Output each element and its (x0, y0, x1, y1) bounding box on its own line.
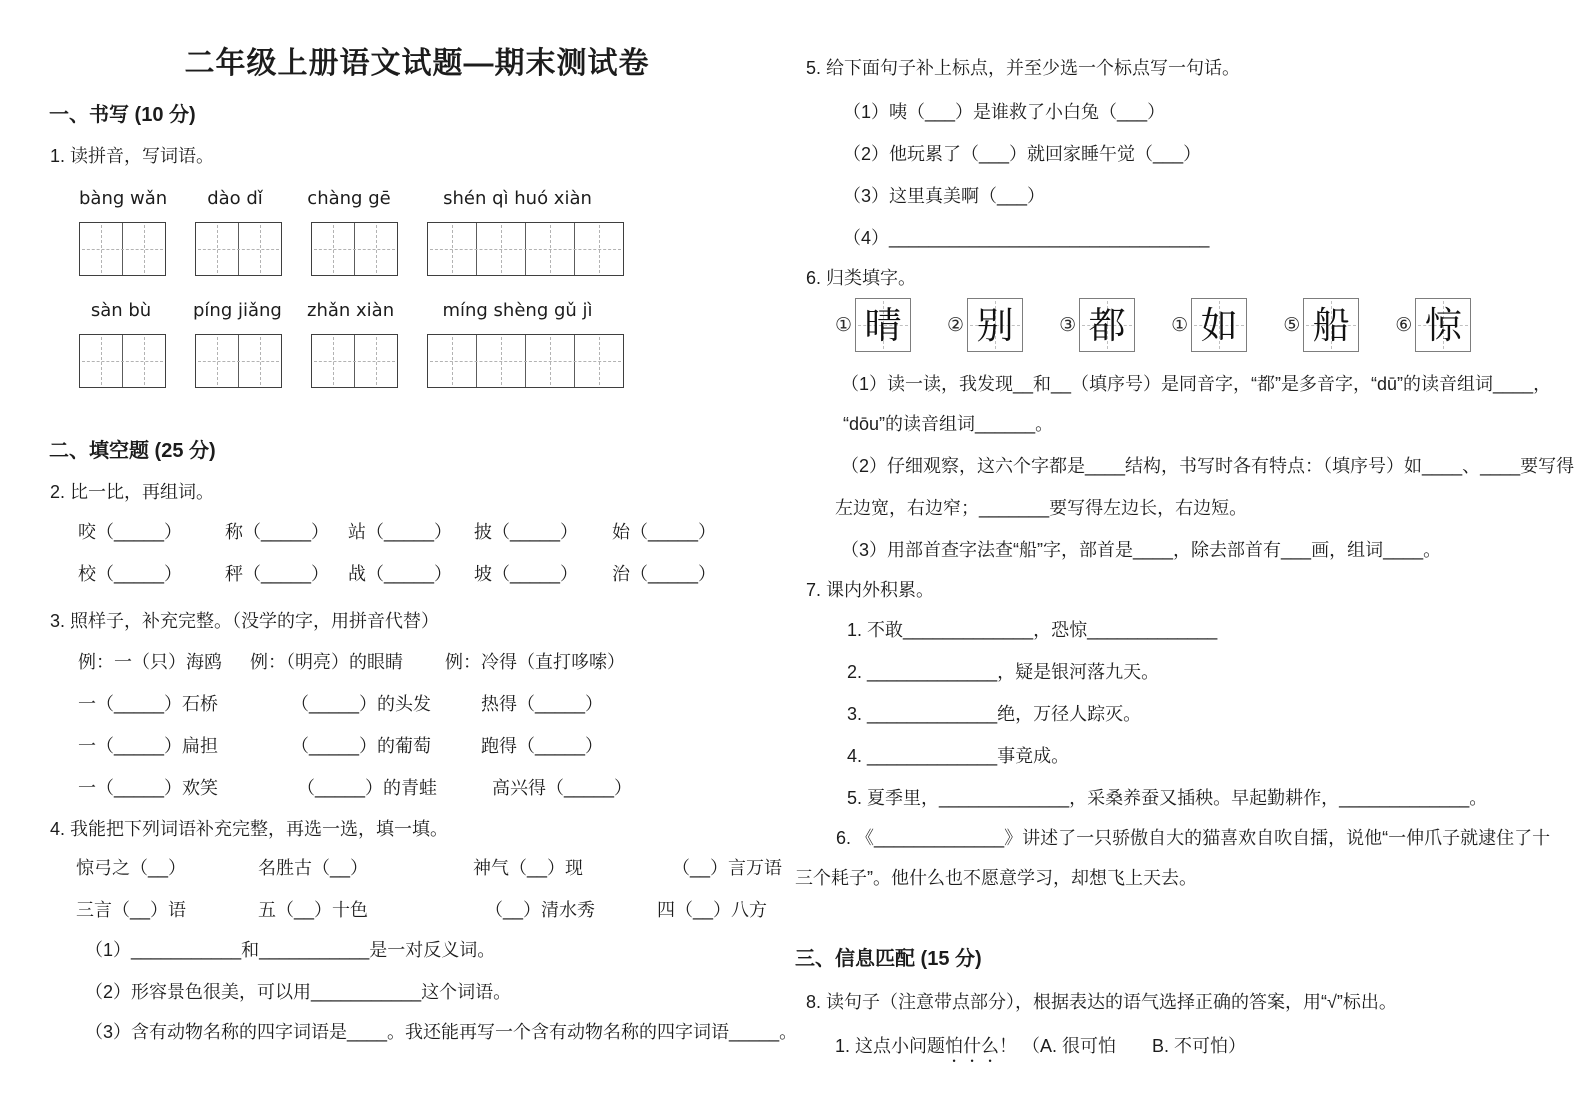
idiom-blank: （__）言万语 (672, 858, 783, 878)
q8-label: 8. 读句子（注意带点部分），根据表达的语气选择正确的答案，用“√”标出。 (806, 992, 1397, 1012)
q3-row-3 (78, 778, 787, 798)
q2-label: 2. 比一比，再组词。 (50, 482, 215, 502)
section-1-heading: 一、书写 (10 分) (49, 104, 196, 126)
q4-sub-2: （2）形容景色很美，可以用___________这个词语。 (85, 982, 512, 1002)
circled-number: ① (1171, 314, 1189, 336)
word-blank: 校（_____） (78, 564, 183, 584)
writing-grid-box (195, 222, 282, 276)
q7-item-2: 2. _____________，疑是银河落九天。 (847, 662, 1160, 682)
writing-grid-box (195, 334, 282, 388)
idiom-blank: （__）清水秀 (485, 900, 596, 920)
q7-item-5: 5. 夏季里，_____________，采桑养蚕又插秧。早起勤耕作，_____________。 (847, 788, 1488, 808)
word-blank: 咬（_____） (78, 522, 183, 542)
character-box-pair (1395, 298, 1471, 352)
character-box-pair (1171, 298, 1247, 352)
q4-row-1 (76, 858, 787, 878)
q5-sub-1: （1）咦（___）是谁救了小白兔（___） (843, 102, 1166, 122)
q6-sub-1-line-1: （1）读一读，我发现__和__（填序号）是同音字，“都”是多音字，“dū”的读音组词____， (841, 374, 1552, 394)
page-title: 二年级上册语文试题—期末测试卷 (184, 47, 650, 80)
word-blank: 披（_____） (474, 522, 579, 542)
q5-label: 5. 给下面句子补上标点，并至少选一个标点写一句话。 (806, 58, 1241, 78)
fill-item: 一（_____）石桥 (78, 694, 219, 714)
character-box: 如 (1191, 298, 1247, 352)
idiom-blank: 名胜古（__） (258, 858, 369, 878)
q8-item-1-prefix: 1. 这点小问题 (835, 1036, 946, 1056)
writing-grid-box (79, 222, 166, 276)
q3-examples (78, 652, 787, 672)
q1-label: 1. 读拼音，写词语。 (50, 146, 215, 166)
q1-pinyin-row-2 (79, 300, 787, 320)
q7-item-6-line-2: 三个耗子”。他什么也不愿意学习，却想飞上天去。 (795, 868, 1197, 888)
q6-character-boxes (835, 298, 1583, 352)
character-box: 都 (1079, 298, 1135, 352)
pinyin-word: míng shèng gǔ jì (442, 300, 593, 321)
fill-item: 一（_____）扁担 (78, 736, 219, 756)
q5-sub-2: （2）他玩累了（___）就回家睡午觉（___） (843, 144, 1202, 164)
idiom-blank: 三言（__）语 (76, 900, 187, 920)
idiom-blank: 神气（__）现 (473, 858, 584, 878)
q6-sub-1-line-2: “dōu”的读音组词______。 (843, 414, 1054, 434)
word-blank: 始（_____） (612, 522, 717, 542)
circled-number: ② (947, 314, 965, 336)
q4-sub-1: （1）___________和___________是一对反义词。 (85, 940, 496, 960)
q7-item-6-line-1: 6. 《_____________》讲述了一只骄傲自大的猫喜欢自吹自擂，说他“一伸爪子就逮住了十 (836, 828, 1551, 848)
q7-item-4: 4. _____________事竟成。 (847, 746, 1070, 766)
example-item: 例：（明亮）的眼睛 (250, 652, 403, 672)
q2-row-2 (78, 564, 787, 584)
character-box: 船 (1303, 298, 1359, 352)
idiom-blank: 四（__）八方 (657, 900, 768, 920)
fill-item: 热得（_____） (481, 694, 604, 714)
q3-row-2 (78, 736, 787, 756)
fill-item: （_____）的头发 (291, 694, 432, 714)
q7-label: 7. 课内外积累。 (806, 580, 935, 600)
pinyin-word: bàng wǎn (79, 188, 168, 209)
idiom-blank: 惊弓之（__） (76, 858, 187, 878)
character-box: 别 (967, 298, 1023, 352)
circled-number: ① (835, 314, 853, 336)
q6-sub-2-line-2: 左边宽，右边窄；_______要写得左边长，右边短。 (835, 498, 1248, 518)
word-blank: 站（_____） (348, 522, 453, 542)
circled-number: ③ (1059, 314, 1077, 336)
pinyin-word: dào dǐ (207, 188, 263, 209)
q6-sub-2-line-1: （2）仔细观察，这六个字都是____结构，书写时各有特点：（填序号）如____、____要写得 (841, 456, 1575, 476)
character-box: 晴 (855, 298, 911, 352)
pinyin-word: píng jiǎng (193, 300, 282, 321)
writing-grid-box (311, 222, 398, 276)
pinyin-word: zhǎn xiàn (307, 300, 395, 321)
idiom-blank: 五（__）十色 (258, 900, 369, 920)
circled-number: ⑥ (1395, 314, 1413, 336)
character-box-pair (835, 298, 911, 352)
word-blank: 坡（_____） (474, 564, 579, 584)
character-box-pair (947, 298, 1023, 352)
q5-sub-3: （3）这里真美啊（___） (843, 186, 1046, 206)
word-blank: 秤（_____） (225, 564, 330, 584)
right-column (795, 0, 1583, 1056)
writing-grid-box (427, 222, 624, 276)
q4-sub-3: （3）含有动物名称的四字词语是____。我还能再写一个含有动物名称的四字词语_____。 (85, 1022, 798, 1042)
character-box-pair (1059, 298, 1135, 352)
q5-sub-4: （4）________________________________ (843, 228, 1210, 248)
q7-item-1: 1. 不敢_____________，恐惊_____________ (847, 620, 1218, 640)
writing-grid-box (311, 334, 398, 388)
q4-row-2 (76, 900, 787, 920)
word-blank: 称（_____） (225, 522, 330, 542)
q8-item-1-options: ！ （A. 很可怕 B. 不可怕） (999, 1036, 1247, 1056)
q8-item-1 (835, 1036, 1583, 1056)
pinyin-word: shén qì huó xiàn (443, 188, 592, 209)
q8-item-1-emphasized: 怕什么 (945, 1036, 1000, 1056)
q7-item-3: 3. _____________绝，万径人踪灭。 (847, 704, 1142, 724)
character-box-pair (1283, 298, 1359, 352)
writing-grid-box (79, 334, 166, 388)
character-box: 惊 (1415, 298, 1471, 352)
fill-item: 高兴得（_____） (492, 778, 633, 798)
q1-writing-grid-row-1 (79, 222, 787, 276)
fill-item: （_____）的葡萄 (291, 736, 432, 756)
word-blank: 治（_____） (612, 564, 717, 584)
example-item: 例：冷得（直打哆嗦） (445, 652, 625, 672)
writing-grid-box (427, 334, 624, 388)
q1-writing-grid-row-2 (79, 334, 787, 388)
q1-pinyin-row-1 (79, 188, 787, 208)
pinyin-word: sàn bù (90, 300, 152, 321)
circled-number: ⑤ (1283, 314, 1301, 336)
fill-item: 一（_____）欢笑 (78, 778, 219, 798)
q2-row-1 (78, 522, 787, 542)
pinyin-word: chàng gē (307, 188, 391, 209)
q6-sub-3: （3）用部首查字法查“船”字，部首是____，除去部首有___画，组词____。 (841, 540, 1442, 560)
q3-label: 3. 照样子，补充完整。（没学的字，用拼音代替） (50, 611, 440, 631)
q4-label: 4. 我能把下列词语补充完整，再选一选，填一填。 (50, 819, 449, 839)
word-blank: 战（_____） (348, 564, 453, 584)
section-3-heading: 三、信息匹配 (15 分) (795, 948, 982, 970)
fill-item: （_____）的青蛙 (297, 778, 438, 798)
q6-label: 6. 归类填字。 (806, 268, 917, 288)
example-item: 例：一（只）海鸥 (78, 652, 222, 672)
left-column (47, 0, 798, 1042)
fill-item: 跑得（_____） (481, 736, 604, 756)
q3-row-1 (78, 694, 787, 714)
section-2-heading: 二、填空题 (25 分) (49, 440, 216, 462)
